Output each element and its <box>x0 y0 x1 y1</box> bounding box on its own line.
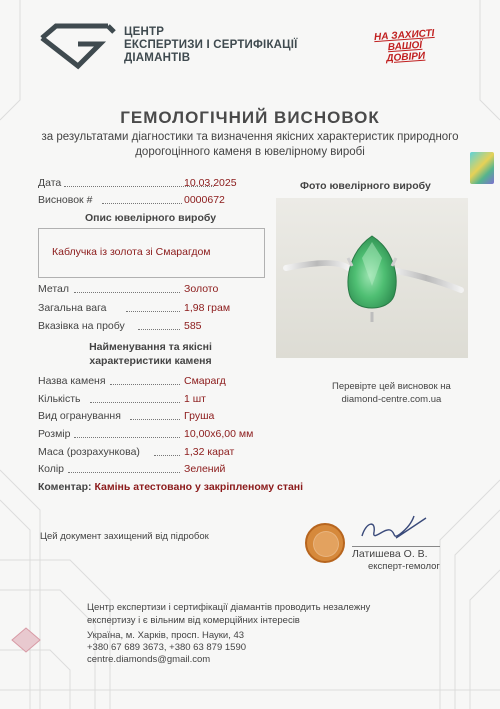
mass-label: Маса (розрахункова) <box>38 446 140 458</box>
protection-note: Цей документ захищений від підробок <box>40 531 209 542</box>
probe-row <box>38 320 268 334</box>
number-label: Висновок # <box>38 194 93 206</box>
size-row <box>38 428 278 442</box>
address: Україна, м. Харків, просп. Науки, 43 <box>87 630 245 641</box>
number-row <box>38 194 268 208</box>
size-value: 10,00х6,00 мм <box>184 428 254 440</box>
photo-label: Фото ювелірного виробу <box>300 180 431 192</box>
probe-label: Вказівка на пробу <box>38 320 125 332</box>
verify-text: Перевірте цей висновок на <box>332 381 451 392</box>
probe-value: 585 <box>184 320 202 332</box>
metal-value: Золото <box>184 283 219 295</box>
cut-value: Груша <box>184 410 215 422</box>
dots-divider <box>102 194 182 204</box>
expert-role: експерт-гемолог <box>368 561 440 572</box>
quantity-value: 1 шт <box>184 393 206 405</box>
organization-name <box>124 26 298 65</box>
color-row <box>38 463 278 477</box>
date-label: Дата <box>38 177 62 189</box>
number-value: 0000672 <box>184 194 225 206</box>
weight-value: 1,98 грам <box>184 302 231 314</box>
description-heading: Опис ювелірного виробу <box>84 212 217 224</box>
mass-value: 1,32 карат <box>184 446 235 458</box>
trust-stamp <box>359 27 451 66</box>
stamp-line-3: ДОВІРИ <box>385 50 426 65</box>
phones[interactable]: +380 67 689 3673, +380 63 879 1590 <box>87 642 247 653</box>
page-title: ГЕМОЛОГІЧНИЙ ВИСНОВОК <box>120 108 380 127</box>
dots-divider <box>138 320 180 330</box>
stone-name-value: Смарагд <box>184 375 226 387</box>
dots-divider <box>154 446 180 456</box>
org-line-2: ЕКСПЕРТИЗИ І СЕРТИФІКАЦІЇ <box>124 39 298 51</box>
email-link[interactable]: centre.diamonds@gmail.com <box>87 654 211 665</box>
stamp-line-2: ВАШОЇ <box>387 39 423 54</box>
dots-divider <box>74 428 180 438</box>
footer-line-2: експертизу і є вільним від комерційних інтересів <box>87 615 300 626</box>
expert-name: Латишева О. В. <box>352 546 440 560</box>
comment-label: Коментар: <box>38 481 92 493</box>
org-line-3: ДІАМАНТІВ <box>124 52 191 64</box>
cut-row <box>38 410 278 424</box>
cut-label: Вид огранування <box>38 410 121 422</box>
stone-heading-line-1: Найменування та якісні <box>89 341 212 353</box>
date-row <box>38 177 268 191</box>
verify-link[interactable]: diamond-centre.com.ua <box>341 394 442 405</box>
dots-divider <box>126 302 180 312</box>
dots-divider <box>68 463 180 473</box>
seal-icon <box>305 523 345 563</box>
quantity-label: Кількість <box>38 393 81 405</box>
weight-label: Загальна вага <box>38 302 107 314</box>
description-text: Каблучка із золота зі Смарагдом <box>52 246 211 258</box>
signature-icon <box>356 508 436 548</box>
dots-divider <box>110 375 180 385</box>
hologram-icon <box>470 152 494 184</box>
org-line-1: ЦЕНТР <box>124 26 165 38</box>
color-label: Колір <box>38 463 65 475</box>
footer-statement <box>87 601 370 627</box>
color-value: Зелений <box>184 463 226 475</box>
contacts-block <box>87 630 246 666</box>
weight-row <box>38 302 268 316</box>
quantity-row <box>38 393 278 407</box>
stone-heading-line-2: характеристики каменя <box>89 355 212 367</box>
ring-photo <box>276 198 468 358</box>
comment-row <box>38 481 303 493</box>
stone-heading <box>38 340 263 368</box>
stamp-line-1: НА ЗАХИСТІ <box>373 27 435 44</box>
metal-label: Метал <box>38 283 70 295</box>
dots-divider <box>74 283 180 293</box>
stone-name-row <box>38 375 278 389</box>
verify-block <box>332 380 451 406</box>
stone-name-label: Назва каменя <box>38 375 106 387</box>
comment-value: Камінь атестовано у закріпленому стані <box>94 481 304 493</box>
footer-line-1: Центр експертизи і сертифікації діамантів проводить незалежну <box>87 602 371 613</box>
page-subtitle: за результатами діагностики та визначення якісних характеристик природного дорогоцінного каменя в ювелірному виробі <box>41 131 459 158</box>
dots-divider <box>130 410 180 420</box>
diamond-logo-icon <box>38 22 118 70</box>
mass-row <box>38 446 278 460</box>
size-label: Розмір <box>38 428 71 440</box>
metal-row <box>38 283 268 297</box>
date-value: 10.03.2025 <box>184 177 237 189</box>
dots-divider <box>90 393 180 403</box>
